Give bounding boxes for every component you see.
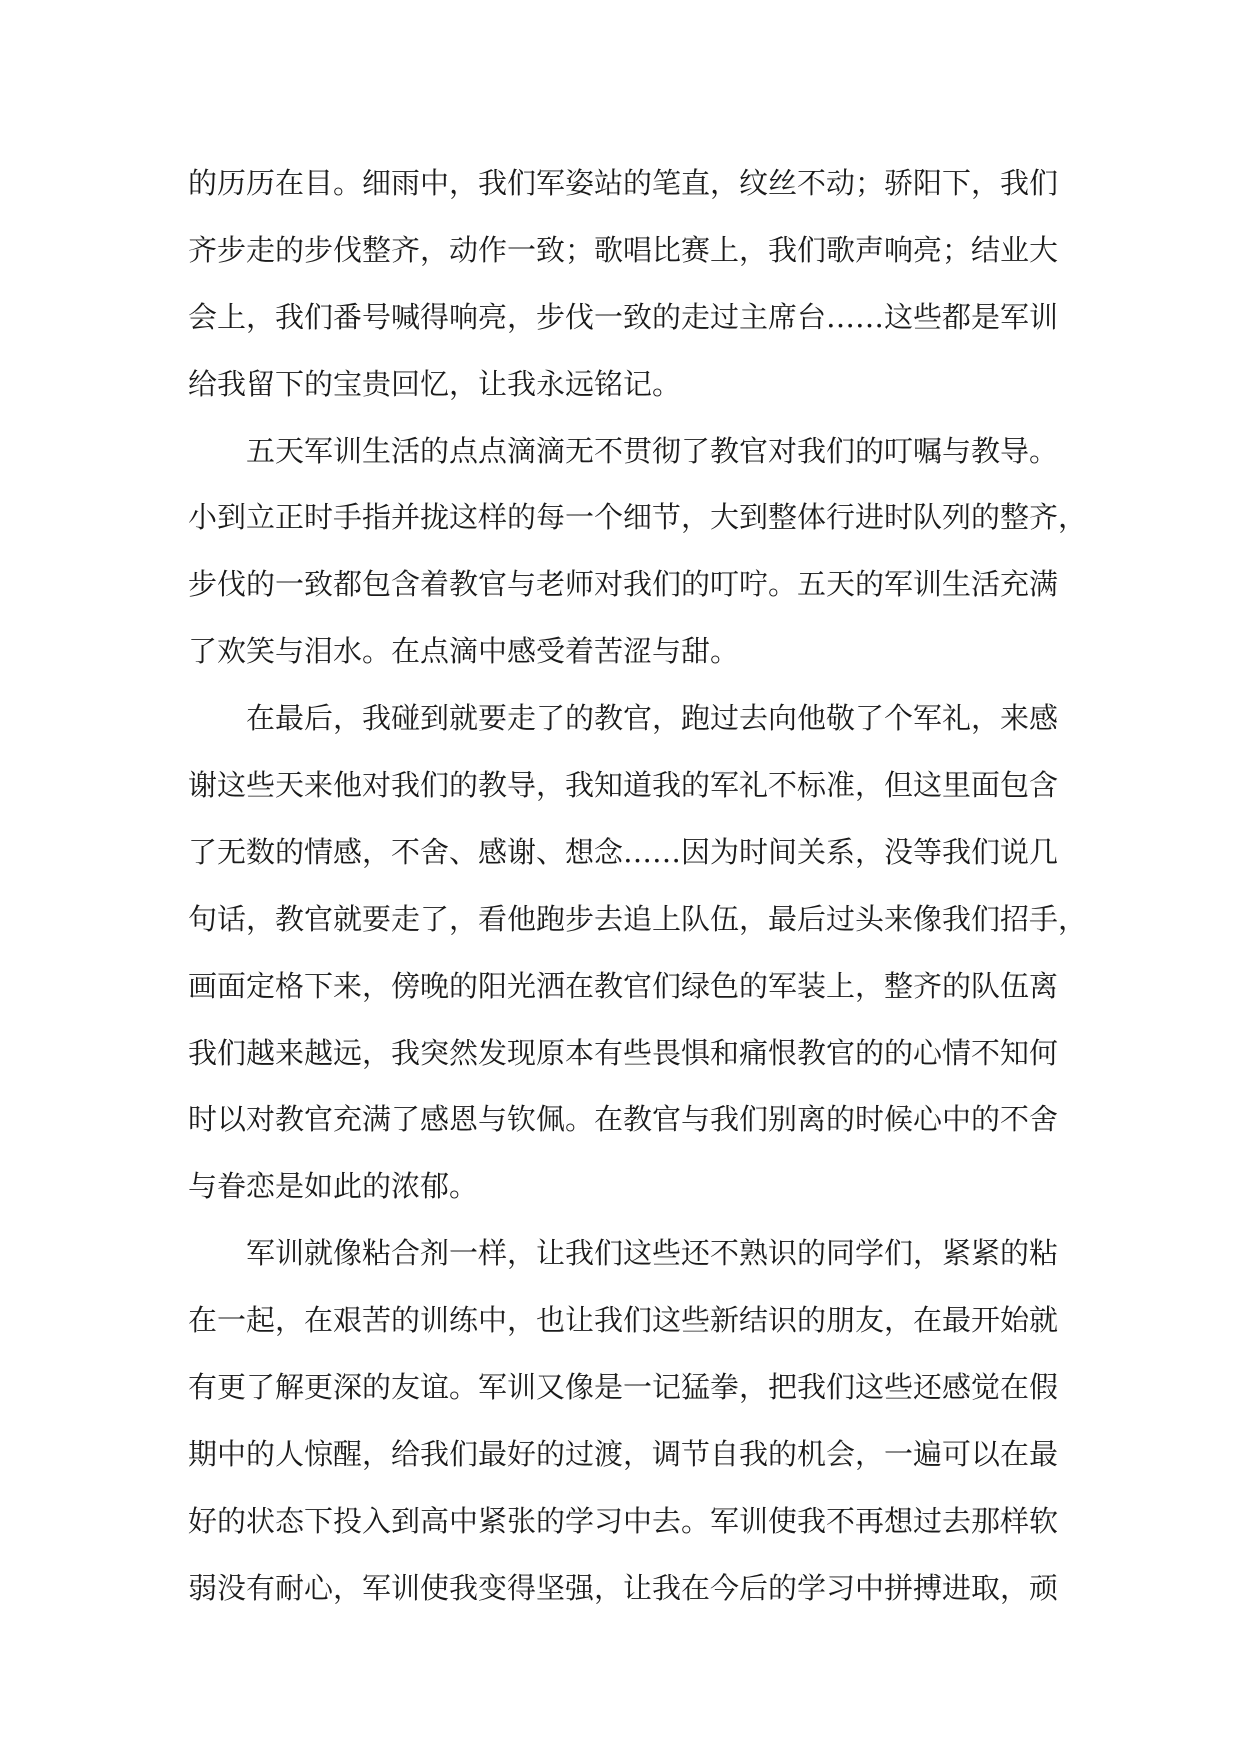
text-line: 在最后，我碰到就要走了的教官，跑过去向他敬了个军礼，来感 — [246, 701, 1059, 736]
text-line: 步伐的一致都包含着教官与老师对我们的叮咛。五天的军训生活充满 — [188, 567, 1059, 602]
text-line: 谢这些天来他对我们的教导，我知道我的军礼不标准，但这里面包含 — [188, 768, 1059, 803]
text-line: 了欢笑与泪水。在点滴中感受着苦涩与甜。 — [188, 634, 740, 669]
text-line: 在一起，在艰苦的训练中，也让我们这些新结识的朋友，在最开始就 — [188, 1303, 1059, 1338]
text-line: 了无数的情感，不舍、感谢、想念……因为时间关系，没等我们说几 — [188, 834, 1059, 869]
text-line: 有更了解更深的友谊。军训又像是一记猛拳，把我们这些还感觉在假 — [188, 1370, 1059, 1405]
text-line: 给我留下的宝贵回忆，让我永远铭记。 — [188, 366, 682, 401]
body-text — [188, 150, 1088, 1622]
text-line: 与眷恋是如此的浓郁。 — [188, 1169, 479, 1204]
text-line: 弱没有耐心，军训使我变得坚强，让我在今后的学习中拼搏进取，顽 — [188, 1570, 1059, 1605]
text-line: 期中的人惊醒，给我们最好的过渡，调节自我的机会，一遍可以在最 — [188, 1436, 1059, 1471]
text-line: 好的状态下投入到高中紧张的学习中去。军训使我不再想过去那样软 — [188, 1503, 1059, 1538]
text-line: 我们越来越远，我突然发现原本有些畏惧和痛恨教官的的心情不知何 — [188, 1035, 1059, 1070]
text-line: 时以对教官充满了感恩与钦佩。在教官与我们别离的时候心中的不舍 — [188, 1102, 1059, 1137]
text-line: 齐步走的步伐整齐，动作一致；歌唱比赛上，我们歌声响亮；结业大 — [188, 232, 1059, 267]
text-line: 军训就像粘合剂一样，让我们这些还不熟识的同学们，紧紧的粘 — [246, 1236, 1059, 1271]
text-line: 五天军训生活的点点滴滴无不贯彻了教官对我们的叮嘱与教导。 — [246, 433, 1059, 468]
text-line: 句话，教官就要走了，看他跑步去追上队伍，最后过头来像我们招手， — [188, 901, 1088, 936]
text-line: 的历历在目。细雨中，我们军姿站的笔直，纹丝不动；骄阳下，我们 — [188, 166, 1059, 200]
text-line: 画面定格下来，傍晚的阳光洒在教官们绿色的军装上，整齐的队伍离 — [188, 968, 1059, 1003]
text-line: 会上，我们番号喊得响亮，步伐一致的走过主席台……这些都是军训 — [188, 299, 1059, 334]
text-line: 小到立正时手指并拢这样的每一个细节，大到整体行进时队列的整齐， — [188, 500, 1088, 535]
